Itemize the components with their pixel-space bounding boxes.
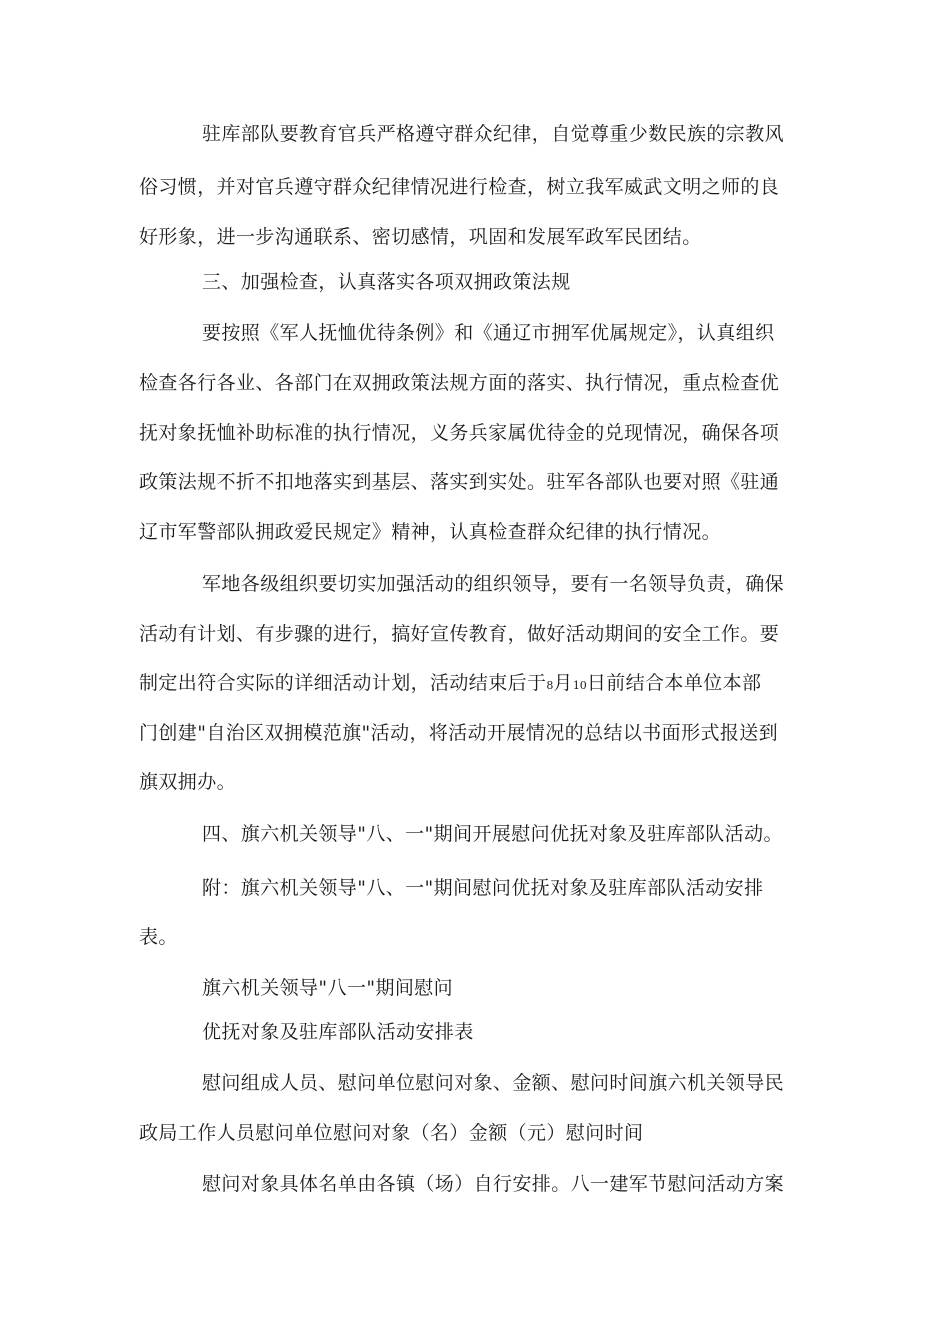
month-number: 8	[546, 679, 554, 692]
paragraph-line: 抚对象抚恤补助标准的执行情况，义务兵家属优待金的兑现情况，确保各项	[139, 422, 780, 444]
paragraph-line: 要按照《军人抚恤优待条例》和《通辽市拥军优属规定》，认真组织	[202, 322, 775, 344]
day-number: 10	[572, 679, 587, 692]
paragraph-line: 好形象，进一步沟通联系、密切感情，巩固和发展军政军民团结。	[139, 226, 702, 248]
paragraph-line: 辽市军警部队拥政爱民规定》精神，认真检查群众纪律的执行情况。	[139, 521, 722, 543]
section-heading: 四、旗六机关领导"八、一"期间开展慰问优抚对象及驻库部队活动。	[202, 823, 783, 845]
section-heading: 三、加强检查，认真落实各项双拥政策法规	[202, 271, 571, 293]
line-text: 日前结合本单位本部	[586, 672, 762, 694]
paragraph-line: 旗双拥办。	[139, 771, 237, 793]
table-header-text: 慰问组成人员、慰问单位慰问对象、金额、慰问时间旗六机关领导民	[202, 1072, 785, 1094]
paragraph-line: 门创建"自治区双拥模范旗"活动，将活动开展情况的总结以书面形式报送到	[139, 722, 779, 744]
paragraph-line: 慰问对象具体名单由各镇（场）自行安排。八一建军节慰问活动方案	[202, 1173, 785, 1195]
month-label: 月	[553, 672, 573, 694]
paragraph-line-with-date	[139, 671, 761, 698]
paragraph-line: 活动有计划、有步骤的进行，搞好宣传教育，做好活动期间的安全工作。要	[139, 623, 780, 645]
paragraph-line: 政策法规不折不扣地落实到基层、落实到实处。驻军各部队也要对照《驻通	[139, 471, 780, 493]
paragraph-line: 驻库部队要教育官兵严格遵守群众纪律，自觉尊重少数民族的宗教风	[202, 123, 785, 145]
paragraph-line: 俗习惯，并对官兵遵守群众纪律情况进行检查，树立我军威武文明之师的良	[139, 176, 780, 198]
line-text: 制定出符合实际的详细活动计划，活动结束后于	[139, 672, 547, 694]
appendix-note: 表。	[139, 926, 178, 948]
appendix-note: 附：旗六机关领导"八、一"期间慰问优抚对象及驻库部队活动安排	[202, 877, 764, 899]
table-header-text: 政局工作人员慰问单位慰问对象（名）金额（元）慰问时间	[139, 1122, 644, 1144]
paragraph-line: 军地各级组织要切实加强活动的组织领导，要有一名领导负责，确保	[202, 573, 785, 595]
table-title: 旗六机关领导"八一"期间慰问	[202, 977, 454, 999]
table-title: 优抚对象及驻库部队活动安排表	[202, 1021, 474, 1043]
paragraph-line: 检查各行各业、各部门在双拥政策法规方面的落实、执行情况，重点检查优	[139, 372, 780, 394]
